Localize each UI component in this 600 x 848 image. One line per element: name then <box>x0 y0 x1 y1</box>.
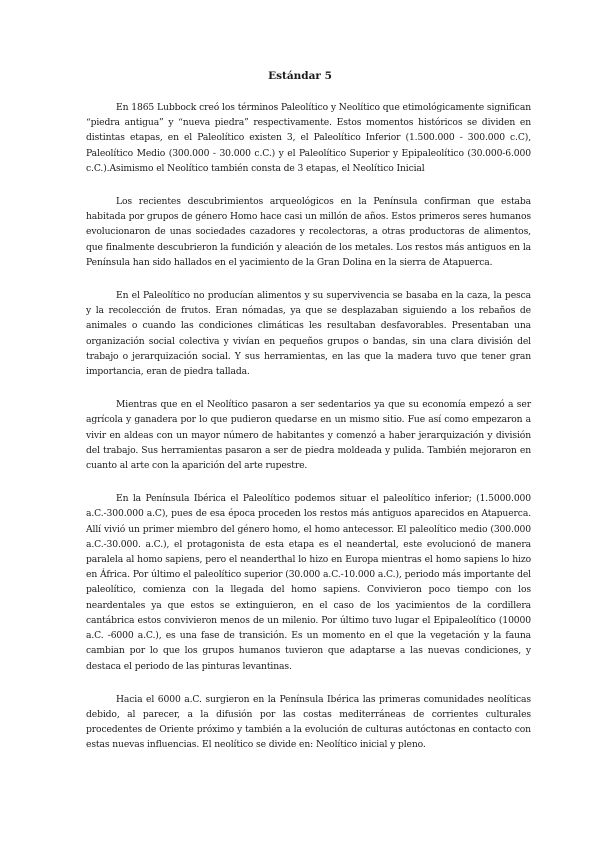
paragraph-terminology: En 1865 Lubbock creó los términos Paleolítico y Neolítico que etimológicamente significan “piedra antigua” y “nueva piedra” respectivamente. Estos momentos históricos se dividen en distintas etapas, en el Paleolítico existen 3, el Paleolítico Inferior (1.500.000 - 300.000 c.C), Paleolítico Medio (300.000 - 30.000 c.C.) y el Paleolítico Superior y Epipaleolítico (30.000-6.000 c.C.).Asimismo el Neolítico también consta de 3 etapas, el Neolítico Inicial <box>86 102 531 174</box>
page-title: Estándar 5 <box>268 70 332 82</box>
paragraph-discoveries: Los recientes descubrimientos arqueológicos en la Península confirman que estaba habitada por grupos de género Homo hace casi un millón de años. Estos primeros seres humanos evolucionaron de unas sociedades cazadores y recolectoras, a otras productoras de alimentos, que finalmente descubrieron la fundición y aleación de los metales. Los restos más antiguos en la Península han sido hallados en el yacimiento de la Gran Dolina en la sierra de Atapuerca. <box>86 196 531 268</box>
paragraph-neolithic: Mientras que en el Neolítico pasaron a ser sedentarios ya que su economía empezó a ser agrícola y ganadera por lo que pudieron quedarse en un mismo sitio. Fue así como empezaron a vivir en aldeas con un mayor número de habitantes y comenzó a haber jerarquización y división del trabajo. Sus herramientas pasaron a ser de piedra moldeada y pulida. También mejoraron en cuanto al arte con la aparición del arte rupestre. <box>86 399 531 472</box>
document-body <box>86 100 531 771</box>
paragraph-iberian-paleolithic: En la Península Ibérica el Paleolítico podemos situar el paleolítico inferior; (1.5000.000 a.C.-300.000 a.C), pues de esa época proceden los restos más antiguos aparecidos en Atapuerca. Allí vivió un primer miembro del género homo, el homo antecessor. El paleolítico medio (300.000 a.C.-30.000. a.C.), el protagonista de esta etapa es el neandertal, este evolucionó de manera paralela al homo sapiens, pero el neanderthal lo hizo en Europa mientras el homo sapiens lo hizo en África. Por último el paleolítico superior (30.000 a.C.-10.000 a.C.), periodo más importante del paleolítico, comienza con la llegada del homo sapiens. Convivieron poco tiempo con los neardentales ya que estos se extinguieron, en el caso de los yacimientos de la cordillera cantábrica estos convivieron menos de un milenio. Por último tuvo lugar el Epipaleolítico (10000 a.C. -6000 a.C.), es una fase de transición. Es un momento en el que la vegetación y la fauna cambian por lo que los grupos humanos tuvieron que adaptarse a las nuevas condiciones, y destaca el periodo de las pinturas levantinas. <box>86 493 531 672</box>
paragraph-paleolithic: En el Paleolítico no producían alimentos y su supervivencia se basaba en la caza, la pesca y la recolección de frutos. Eran nómadas, ya que se desplazaban siguiendo a los rebaños de animales o cuando las condiciones climáticas les resultaban desfavorables. Presentaban una organización social colectiva y vivían en pequeños grupos o bandas, sin una clara división del trabajo o jerarquización social. Y sus herramientas, en las que la madera tuvo que tener gran importancia, eran de piedra tallada. <box>86 290 531 378</box>
paragraph-iberian-neolithic: Hacia el 6000 a.C. surgieron en la Península Ibérica las primeras comunidades neolíticas debido, al parecer, a la difusión por las costas mediterráneas de corrientes culturales procedentes de Oriente próximo y también a la evolución de culturas autóctonas en contacto con estas nuevas influencias. El neolítico se divide en: Neolítico inicial y pleno. <box>86 693 531 751</box>
